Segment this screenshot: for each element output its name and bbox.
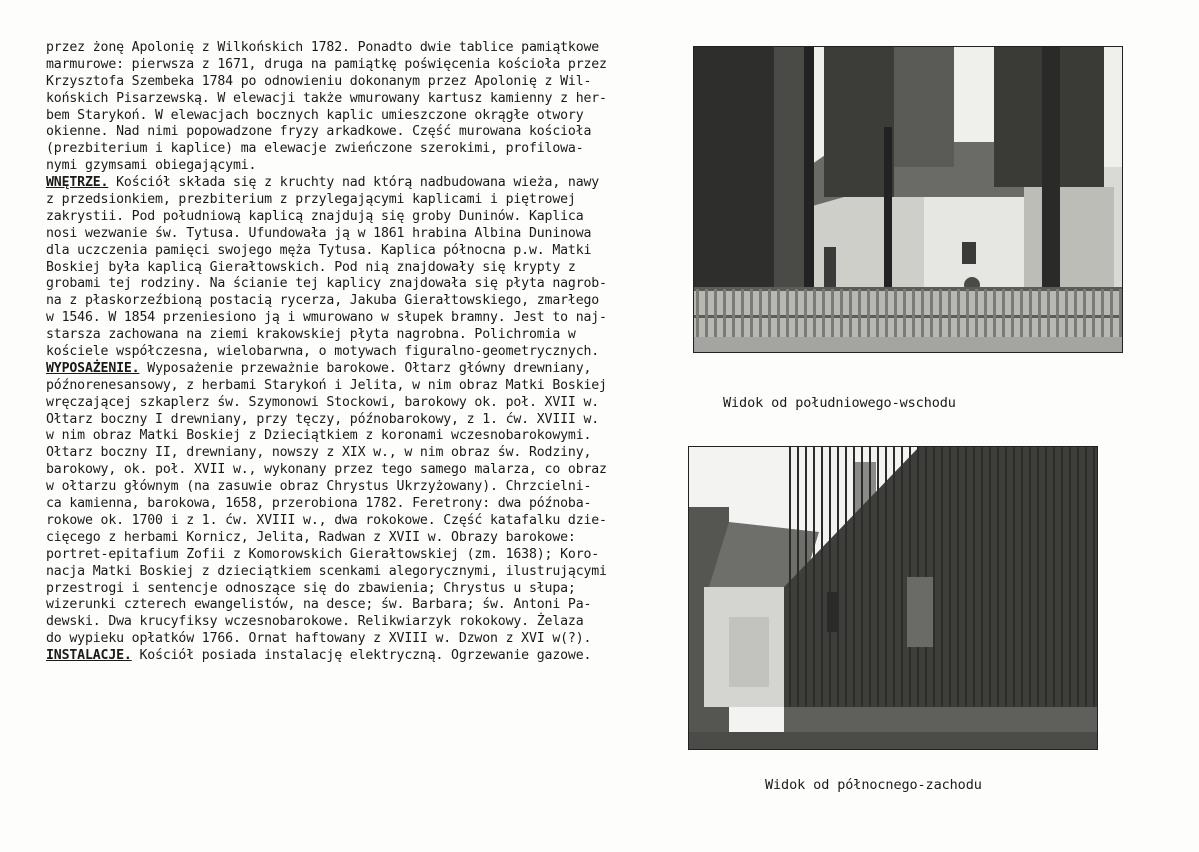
text-line — [46, 158, 676, 175]
line-text: Ołtarz boczny I drewniany, przy tęczy, późnobarokowy, z 1. ćw. XVIII w. — [46, 411, 600, 427]
text-line — [46, 124, 676, 141]
line-text: bem Starykoń. W elewacjach bocznych kaplic umieszczone okrągłe otwory — [46, 107, 584, 123]
line-text: rokowe ok. 1700 i z 1. ćw. XVIII w., dwa rokokowe. Część katafalku dzie- — [46, 512, 607, 528]
caption-north-west: Widok od północnego-zachodu — [765, 777, 982, 793]
text-line — [46, 581, 676, 598]
line-text: w nim obraz Matki Boskiej z Dzieciątkiem z koronami wczesnobarokowymi. — [46, 428, 592, 444]
text-line — [46, 513, 676, 530]
text-line — [46, 462, 676, 479]
text-line — [46, 547, 676, 564]
line-text: kościele współczesna, wielobarwna, o motywach figuralno-geometrycznych. — [46, 344, 600, 360]
text-column — [46, 40, 676, 665]
line-text: przez żonę Apolonię z Wilkońskich 1782. Ponadto dwie tablice pamiątkowe — [46, 40, 600, 55]
line-text: dla uczczenia pamięci swojego męża Tytusa. Kaplica północna p.w. Matki — [46, 242, 592, 258]
text-line — [46, 141, 676, 158]
line-text: do wypieku opłatków 1766. Ornat haftowany z XVIII w. Dzwon z XVI w(?). — [46, 631, 592, 647]
text-line — [46, 243, 676, 260]
text-line — [46, 479, 676, 496]
text-line — [46, 428, 676, 445]
text-line — [46, 293, 676, 310]
line-text: w 1546. W 1854 przeniesiono ją i wmurowano w słupek bramny. Jest to naj- — [46, 310, 607, 326]
text-line — [46, 175, 676, 192]
line-text: wręczającej szkaplerz św. Szymonowi Stockowi, barokowy ok. poł. XVII w. — [46, 394, 600, 410]
text-line — [46, 226, 676, 243]
line-text: nymi gzymsami obiegającymi. — [46, 158, 257, 174]
text-line — [46, 378, 676, 395]
line-text: Kościół składa się z kruchty nad którą nadbudowana wieża, nawy — [108, 175, 600, 191]
text-line — [46, 327, 676, 344]
line-text: okienne. Nad nimi popowadzone fryzy arkadkowe. Część murowana kościoła — [46, 124, 592, 140]
text-line — [46, 631, 676, 648]
text-line — [46, 91, 676, 108]
text-line — [46, 209, 676, 226]
line-text: końskich Pisarzewską. W elewacji także wmurowany kartusz kamienny z her- — [46, 90, 607, 106]
text-line — [46, 597, 676, 614]
text-line — [46, 57, 676, 74]
line-text: Wyposażenie przeważnie barokowe. Ołtarz główny drewniany, — [139, 360, 592, 376]
text-lines — [46, 40, 676, 665]
photo-north-west — [688, 446, 1098, 750]
text-line — [46, 496, 676, 513]
line-text: nacja Matki Boskiej z dzieciątkiem scenkami alegorycznymi, ilustrującymi — [46, 563, 607, 579]
line-text: z przedsionkiem, prezbiterium z przylegającymi kaplicami i piętrowej — [46, 192, 576, 208]
text-line — [46, 260, 676, 277]
line-text: w ołtarzu głównym (na zasuwie obraz Chrystus Ukrzyżowany). Chrzcielni- — [46, 479, 592, 495]
text-line — [46, 108, 676, 125]
text-line — [46, 530, 676, 547]
line-text: nosi wezwanie św. Tytusa. Ufundowała ją w 1861 hrabina Albina Duninowa — [46, 225, 592, 241]
text-line — [46, 648, 676, 665]
line-text: Kościół posiada instalację elektryczną. Ogrzewanie gazowe. — [131, 648, 592, 664]
text-line — [46, 310, 676, 327]
text-line — [46, 192, 676, 209]
line-text: (prezbiterium i kaplice) ma elewacje zwieńczone szerokimi, profilowa- — [46, 141, 584, 157]
line-text: grobami tej rodziny. Na ścianie tej kaplicy znajdowała się płyta nagrob- — [46, 276, 607, 292]
text-line — [46, 74, 676, 91]
line-text: Ołtarz boczny II, drewniany, nowszy z XIX w., w nim obraz św. Rodziny, — [46, 445, 592, 461]
text-line — [46, 412, 676, 429]
text-line — [46, 445, 676, 462]
line-text: późnorenesansowy, z herbami Starykoń i Jelita, w nim obraz Matki Boskiej — [46, 377, 607, 393]
text-line — [46, 395, 676, 412]
line-text: Boskiej była kaplicą Gierałtowskich. Pod nią znajdowały się krypty z — [46, 259, 576, 275]
line-text: wizerunki czterech ewangelistów, na desce; św. Barbara; św. Antoni Pa- — [46, 597, 592, 613]
caption-south-east: Widok od południowego-wschodu — [723, 395, 956, 411]
line-text: cięcego z herbami Kornicz, Jelita, Radwan z XVII w. Obrazy barokowe: — [46, 529, 576, 545]
line-text: ca kamienna, barokowa, 1658, przerobiona 1782. Feretrony: dwa późnoba- — [46, 496, 592, 512]
section-heading: WNĘTRZE. — [46, 175, 109, 191]
line-text: starsza zachowana na ziemi krakowskiej płyta nagrobna. Polichromia w — [46, 327, 576, 343]
text-line — [46, 564, 676, 581]
text-line — [46, 40, 676, 57]
line-text: zakrystii. Pod południową kaplicą znajdują się groby Duninów. Kaplica — [46, 208, 584, 224]
photo-south-east — [693, 46, 1123, 353]
text-line — [46, 361, 676, 378]
text-line — [46, 276, 676, 293]
section-heading: INSTALACJE. — [46, 648, 132, 664]
section-heading: WYPOSAŻENIE. — [46, 360, 140, 376]
text-line — [46, 614, 676, 631]
line-text: przestrogi i sentencje odnoszące się do zbawienia; Chrystus u słupa; — [46, 580, 576, 596]
line-text: portret-epitafium Zofii z Komorowskich Gierałtowskiej (zm. 1638); Koro- — [46, 546, 600, 562]
text-line — [46, 344, 676, 361]
line-text: na z płaskorzeźbioną postacią rycerza, Jakuba Gierałtowskiego, zmarłego — [46, 293, 600, 309]
line-text: Krzysztofa Szembeka 1784 po odnowieniu dokonanym przez Apolonię z Wil- — [46, 73, 592, 89]
line-text: barokowy, ok. poł. XVII w., wykonany przez tego samego malarza, co obraz — [46, 462, 607, 478]
line-text: dewski. Dwa krucyfiksy wczesnobarokowe. Relikwiarzyk rokokowy. Żelaza — [46, 614, 584, 630]
line-text: marmurowe: pierwsza z 1671, druga na pamiątkę poświęcenia kościoła przez — [46, 56, 607, 72]
